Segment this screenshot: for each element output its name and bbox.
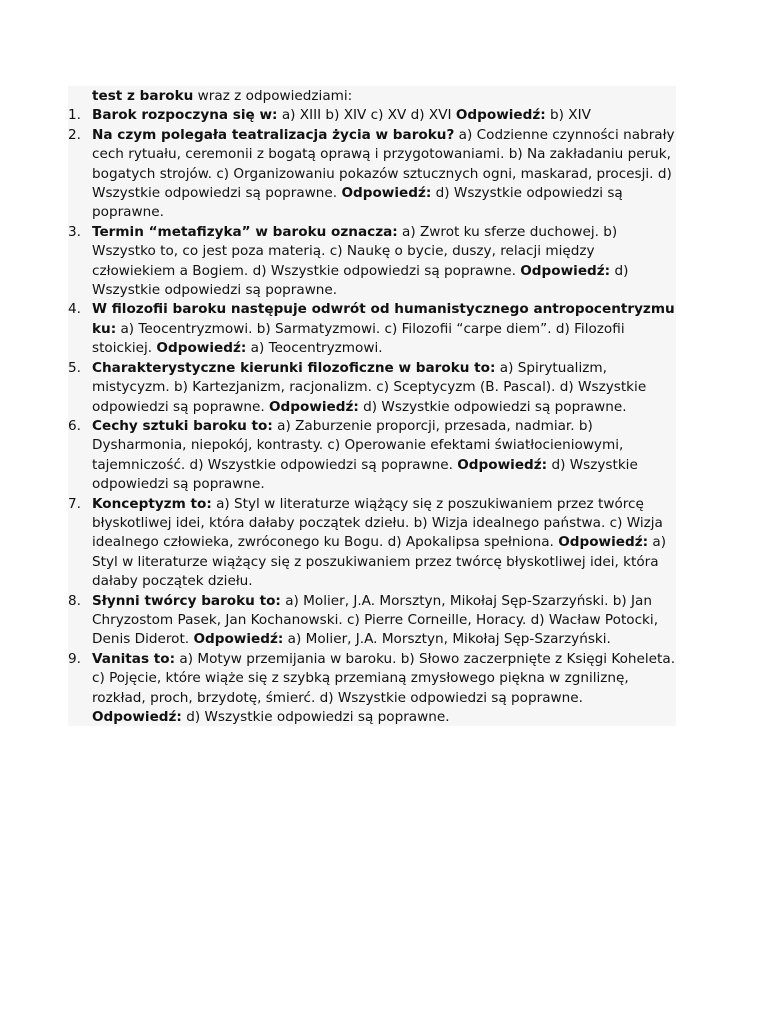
question-options: a) Zwrot ku sferze duchowej. b) Wszystko to, co jest poza materią. c) Naukę o bycie, duszy, relacji między człowiekiem a Bogiem. d) Wszystkie odpowiedzi są poprawne. <box>92 223 618 279</box>
answer-label: Odpowiedź: <box>92 709 182 725</box>
question-number: 9. <box>68 650 81 667</box>
question-text: Na czym polegała teatralizacja życia w baroku? <box>92 126 455 143</box>
question-options: a) Motyw przemijania w baroku. b) Słowo zaczerpnięte z Księgi Koheleta. c) Pojęcie, które wiąże się z szybką przemianą zmysłowego piękna w zgniliznę, rozkład, proch, brzydotę, śmierć. d) Wszystkie odpowiedzi są poprawne. <box>92 650 676 706</box>
question-text: W filozofii baroku następuje odwrót od humanistycznego antropocentryzmu ku: <box>92 301 675 337</box>
question-list <box>68 106 676 727</box>
answer-text: a) Teocentryzmowi. <box>246 340 383 357</box>
question-number: 4. <box>68 301 81 318</box>
answer-text: d) Wszystkie odpowiedzi są poprawne. <box>358 398 627 415</box>
answer-text: d) Wszystkie odpowiedzi są poprawne. <box>92 185 623 221</box>
question-item <box>68 495 676 592</box>
question-text: Charakterystyczne kierunki filozoficzne w baroku to: <box>92 359 496 376</box>
question-options: a) Zaburzenie proporcji, przesada, nadmiar. b) Dysharmonia, niepokój, kontrasty. c) Operowanie efektami światłocieniowymi, tajemniczość. d) Wszystkie odpowiedzi są poprawne. <box>92 417 624 473</box>
question-item <box>68 106 676 125</box>
intro-text: wraz z odpowiedziami: <box>193 88 353 104</box>
answer-label: Odpowiedź: <box>156 340 247 357</box>
question-number: 8. <box>68 592 81 609</box>
answer-label: Odpowiedź: <box>558 534 649 551</box>
question-text: Vanitas to: <box>92 650 176 667</box>
answer-label: Odpowiedź: <box>341 185 432 202</box>
question-number: 7. <box>68 495 81 512</box>
question-options: a) Teocentryzmowi. b) Sarmatyzmowi. c) Filozofii “carpe diem”. d) Filozofii stoickiej. <box>92 320 625 357</box>
answer-text: a) Molier, J.A. Morsztyn, Mikołaj Sęp-Szarzyński. <box>283 631 611 648</box>
question-number: 1. <box>68 107 81 124</box>
question-options: a) Codzienne czynności nabrały cech rytuału, ceremonii z bogatą oprawą i przygotowaniami. b) Na zakładaniu peruk, bogatych strojów. c) Organizowaniu pokazów sztucznych ogni, maskarad, procesji. d) Wszystkie odpowiedzi są poprawne. <box>92 126 675 202</box>
intro-bold: test z baroku <box>92 88 194 104</box>
question-options: a) XIII b) XIV c) XV d) XVI <box>277 107 456 124</box>
intro-line <box>68 87 676 106</box>
quiz-content <box>68 87 676 727</box>
answer-text: d) Wszystkie odpowiedzi są poprawne. <box>92 456 638 493</box>
answer-label: Odpowiedź: <box>268 398 359 415</box>
question-options: a) Molier, J.A. Morsztyn, Mikołaj Sęp-Szarzyński. b) Jan Chryzostom Pasek, Jan Kochanowski. c) Pierre Corneille, Horacy. d) Wacław Potocki, Denis Diderot. <box>92 592 659 648</box>
question-number: 2. <box>68 126 81 143</box>
answer-text: d) Wszystkie odpowiedzi są poprawne. <box>92 262 629 299</box>
question-item <box>68 300 676 358</box>
question-number: 6. <box>68 417 81 434</box>
answer-text: a) Styl w literaturze wiążący się z poszukiwaniem przez twórcę błyskotliwej idei, która dałaby początek dziełu. <box>92 534 667 590</box>
question-text: Termin “metafizyka” w baroku oznacza: <box>92 223 398 240</box>
answer-label: Odpowiedź: <box>520 262 611 279</box>
question-number: 5. <box>68 359 81 376</box>
answer-text: d) Wszystkie odpowiedzi są poprawne. <box>181 709 450 725</box>
question-item <box>68 126 676 223</box>
answer-text: b) XIV <box>545 107 591 124</box>
question-options: a) Styl w literaturze wiążący się z poszukiwaniem przez twórcę błyskotliwej idei, która dałaby początek dziełu. b) Wizja idealnego państwa. c) Wizja idealnego człowieka, zwróconego ku Bogu. d) Apokalipsa spełniona. <box>92 495 663 551</box>
question-item <box>68 650 676 728</box>
answer-label: Odpowiedź: <box>193 631 284 648</box>
answer-label: Odpowiedź: <box>457 456 548 473</box>
question-item <box>68 223 676 301</box>
question-item <box>68 359 676 417</box>
question-number: 3. <box>68 223 81 240</box>
question-text: Barok rozpoczyna się w: <box>92 107 278 124</box>
question-item <box>68 592 676 650</box>
answer-label: Odpowiedź: <box>455 107 546 124</box>
question-options: a) Spirytualizm, mistycyzm. b) Kartezjanizm, racjonalizm. c) Sceptycyzm (B. Pascal). d) Wszystkie odpowiedzi są poprawne. <box>92 359 647 415</box>
question-text: Konceptyzm to: <box>92 495 212 512</box>
question-text: Słynni twórcy baroku to: <box>92 592 281 609</box>
question-item <box>68 417 676 495</box>
question-text: Cechy sztuki baroku to: <box>92 417 273 434</box>
